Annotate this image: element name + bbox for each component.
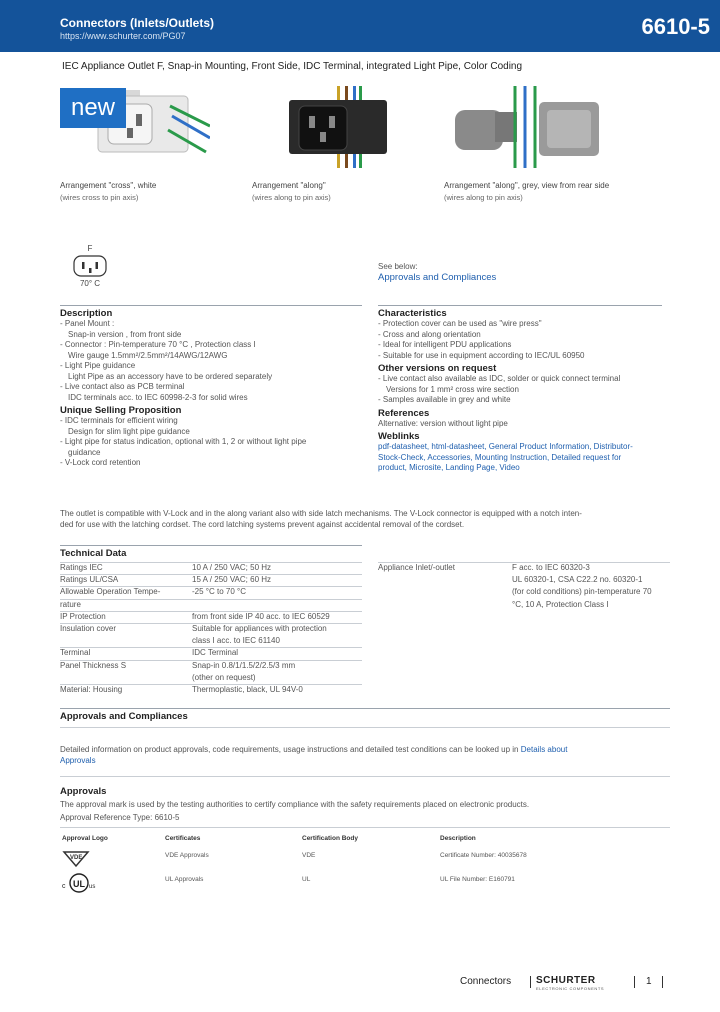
vde-logo-icon [62, 848, 90, 870]
description-line: - Live contact also as PCB terminal [60, 382, 185, 391]
usp-line: - IDC terminals for efficient wiring [60, 416, 178, 425]
product-subtitle: IEC Appliance Outlet F, Snap-in Mounting, Front Side, IDC Terminal, integrated Light Pipe, Color Coding [62, 61, 523, 72]
tech-row-divider [60, 562, 362, 563]
usp-heading: Unique Selling Proposition [60, 405, 182, 416]
description-line: Wire gauge 1.5mm²/2.5mm²/14AWG/12AWG [68, 350, 228, 360]
tech-value: Thermoplastic, black, UL 94V-0 [192, 685, 303, 694]
tech-row-divider [60, 611, 362, 612]
tech-label: Appliance Inlet/-outlet [378, 563, 455, 572]
tech-label: Ratings UL/CSA [60, 575, 119, 585]
tech-label: rature [60, 599, 81, 609]
caption-subtext: (wires along to pin axis) [444, 193, 523, 202]
tech-value: class I acc. to IEC 61140 [192, 636, 280, 646]
approvals-text: The approval mark is used by the testing authorities to certify compliance with the safety requirements placed on electronic products. [60, 800, 530, 809]
description-line: Snap-in version , from front side [68, 329, 182, 339]
ul-body: UL [302, 876, 311, 883]
other-version-line: - Live contact also available as IDC, solder or quick connect terminal [378, 374, 621, 383]
tech-label: Allowable Operation Tempe- [60, 587, 161, 597]
weblinks-list[interactable] [378, 442, 668, 474]
approvals-compliances-text [60, 745, 670, 766]
compatibility-text [60, 509, 670, 530]
tech-value: (other on request) [192, 672, 256, 682]
compliance-line: Detailed information on product approvals, code requirements, usage instructions and detailed test conditions can be looked up in [60, 745, 519, 754]
divider [378, 305, 662, 306]
tech-value: Suitable for appliances with protection [192, 624, 327, 633]
divider [60, 708, 670, 709]
description-heading: Description [60, 308, 113, 319]
outlet-f-icon [72, 254, 108, 278]
caption-text: Arrangement "cross", white [60, 181, 157, 190]
see-below: See below: [378, 262, 418, 271]
symbol-temp: 70° C [79, 279, 101, 288]
characteristics-heading: Characteristics [378, 308, 447, 319]
product-image-black [285, 86, 395, 168]
usp-line: - Light pipe for status indication, optional with 1, 2 or without light pipe [60, 437, 307, 446]
characteristic-line: - Protection cover can be used as "wire press" [378, 319, 542, 328]
divider [60, 827, 670, 828]
vde-certificate-link[interactable]: VDE Approvals [165, 852, 209, 859]
col-description: Description [440, 835, 476, 842]
tech-label: Panel Thickness S [60, 660, 127, 670]
tech-row-divider [60, 623, 362, 624]
col-certification-body: Certification Body [302, 835, 358, 842]
image-caption-1 [60, 180, 156, 204]
description-line: - Connector : Pin-temperature 70 °C , Protection class I [60, 340, 256, 349]
usp-line: guidance [68, 447, 101, 457]
compat-line: ded for use with the latching cordset. The cord latching systems prevent against accidental removal of the cordset. [60, 519, 465, 529]
description-line: IDC terminals acc. to IEC 60998-2-3 for solid wires [68, 392, 248, 402]
characteristics-section [378, 308, 668, 474]
references-text: Alternative: version without light pipe [378, 418, 508, 428]
approvals-link[interactable]: Approvals and Compliances [378, 272, 497, 283]
tech-row-divider [60, 599, 362, 600]
caption-subtext: (wires cross to pin axis) [60, 193, 139, 202]
tech-row-divider [60, 647, 362, 648]
approvals-heading: Approvals [60, 786, 107, 797]
description-section [60, 308, 362, 469]
schurter-logo [536, 975, 604, 991]
description-line: - Panel Mount : [60, 319, 115, 328]
header-title: Connectors (Inlets/Outlets) [60, 16, 215, 30]
tech-label: IP Protection [60, 611, 106, 621]
usp-list [60, 416, 362, 469]
weblink-line: product, Microsite, Landing Page, Video [378, 463, 520, 472]
header-bar [0, 0, 720, 52]
other-versions-heading: Other versions on request [378, 363, 497, 374]
ul-certificate-link[interactable]: UL Approvals [165, 876, 204, 883]
page-number: 1 [646, 976, 652, 987]
compat-line: The outlet is compatible with V-Lock and in the along variant also with side latch mechanisms. The V-Lock connector is equipped with a notch inten- [60, 509, 582, 518]
characteristic-line: - Ideal for intelligent PDU applications [378, 340, 512, 349]
svg-text:us: us [89, 884, 96, 890]
culus-logo-icon [62, 872, 96, 896]
other-version-line: - Samples available in grey and white [378, 395, 511, 404]
tech-value: from front side IP 40 acc. to IEC 60529 [192, 611, 330, 621]
col-approval-logo: Approval Logo [62, 835, 108, 842]
image-caption-3 [444, 180, 609, 204]
symbol-letter: F [87, 244, 93, 253]
part-number: 6610-5 [641, 14, 710, 39]
footer-separator [634, 976, 635, 988]
characteristic-line: - Cross and along orientation [378, 329, 481, 339]
tech-label: Ratings IEC [60, 563, 103, 572]
brand-tagline: ELECTRONIC COMPONENTS [536, 986, 605, 991]
footer-separator [530, 976, 531, 988]
tech-value: UL 60320-1, CSA C22.2 no. 60320-1 [512, 575, 643, 585]
technical-heading: Technical Data [60, 548, 127, 559]
tech-row-divider [60, 586, 362, 587]
divider [60, 776, 670, 777]
tech-row-divider [60, 574, 362, 575]
outlet-symbol [68, 244, 112, 292]
references-heading: References [378, 407, 430, 419]
other-version-line: Versions for 1 mm² cross wire section [386, 384, 519, 394]
tech-value: IDC Terminal [192, 648, 239, 658]
other-versions-list [378, 374, 668, 406]
tech-value: -25 °C to 70 °C [192, 587, 246, 597]
tech-label: Terminal [60, 648, 91, 658]
weblink-line: pdf-datasheet, html-datasheet, General Product Information, Distributor- [378, 442, 633, 451]
image-caption-2 [252, 180, 331, 204]
details-link[interactable]: Details about [520, 745, 568, 754]
tech-row-divider [378, 562, 670, 563]
new-badge: new [60, 88, 126, 128]
characteristic-line: - Suitable for use in equipment according to IEC/UL 60950 [378, 350, 585, 360]
tech-label: Material: Housing [60, 685, 123, 694]
vde-body: VDE [302, 852, 316, 859]
divider [60, 727, 670, 728]
header-url[interactable]: https://www.schurter.com/PG07 [60, 31, 186, 41]
product-image-grey [455, 86, 605, 168]
vde-description: Certificate Number: 40035678 [440, 852, 527, 859]
weblinks-heading: Weblinks [378, 431, 420, 442]
svg-text:c: c [62, 883, 66, 890]
tech-value: 15 A / 250 VAC; 60 Hz [192, 575, 272, 585]
usp-line: Design for slim light pipe guidance [68, 426, 190, 436]
caption-subtext: (wires along to pin axis) [252, 193, 331, 202]
col-certificates: Certificates [165, 835, 201, 842]
tech-value: Snap-in 0.8/1/1.5/2/2.5/3 mm [192, 660, 296, 670]
characteristics-list [378, 319, 668, 361]
weblink-line: Stock-Check, Accessories, Mounting Instruction, Detailed request for [378, 452, 622, 462]
approval-reference: Approval Reference Type: 6610-5 [60, 813, 180, 822]
usp-line: - V-Lock cord retention [60, 458, 141, 467]
footer-category: Connectors [460, 976, 512, 987]
approvals-link-2[interactable]: Approvals [60, 755, 96, 765]
description-line: - Light Pipe guidance [60, 361, 136, 370]
footer-separator [662, 976, 663, 988]
divider [60, 305, 362, 306]
tech-value: 10 A / 250 VAC; 50 Hz [192, 563, 272, 572]
brand-name: SCHURTER [536, 975, 596, 986]
caption-text: Arrangement "along", grey, view from rear side [444, 181, 610, 190]
svg-text:VDE: VDE [70, 855, 83, 861]
tech-value: °C, 10 A, Protection Class I [512, 599, 609, 609]
description-line: Light Pipe as an accessory have to be ordered separately [68, 371, 273, 381]
tech-value: F acc. to IEC 60320-3 [512, 563, 590, 572]
approvals-compliances-heading: Approvals and Compliances [60, 711, 188, 722]
svg-text:UL: UL [73, 879, 85, 889]
description-list [60, 319, 362, 403]
caption-text: Arrangement "along" [252, 181, 326, 190]
tech-row-divider [60, 660, 362, 661]
divider [60, 545, 362, 546]
tech-value: (for cold conditions) pin-temperature 70 [512, 587, 652, 597]
ul-description: UL File Number: E160791 [440, 876, 515, 883]
tech-row-divider [60, 684, 362, 685]
tech-label: Insulation cover [60, 624, 117, 633]
